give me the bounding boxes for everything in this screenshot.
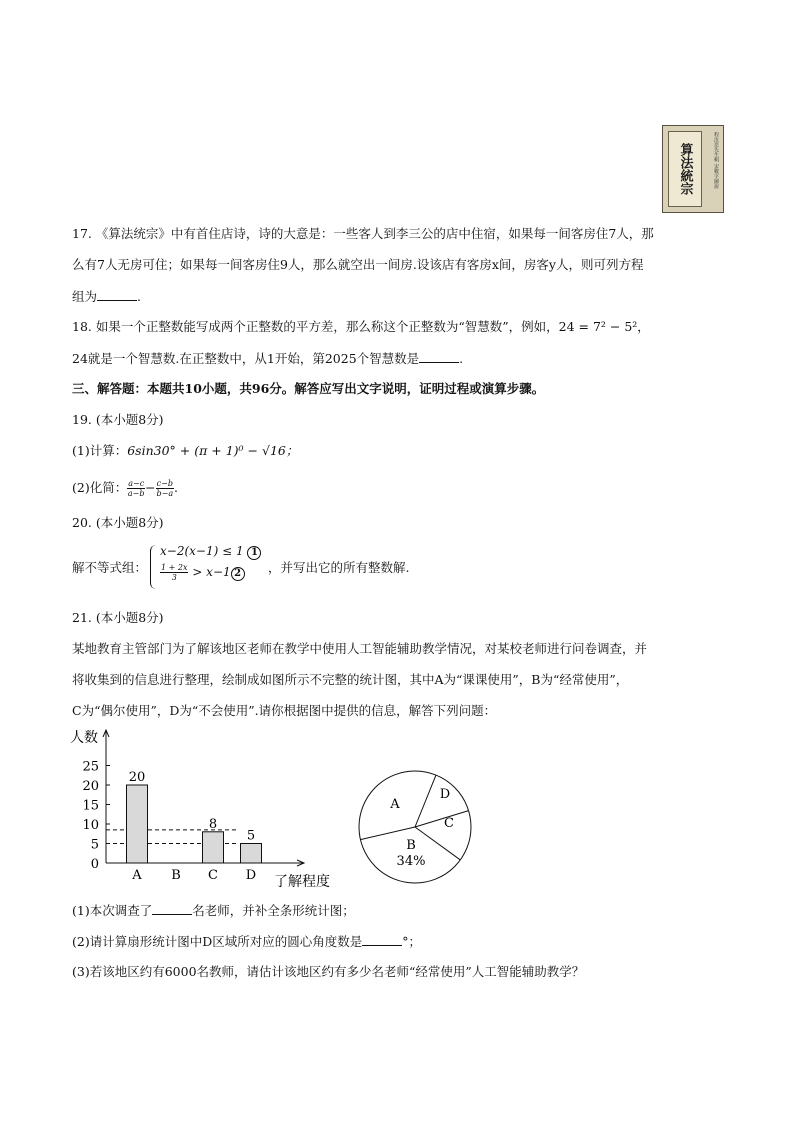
q19-fraction-1: [127, 479, 145, 498]
q17-line3-suffix: .: [137, 289, 141, 304]
q21-line2: 将收集到的信息进行整理，绘制成如图所示不完整的统计图，其中A为“课课使用”，B为“经常使用”，: [72, 672, 629, 687]
q21-line1: 某地教育主管部门为了解该地区老师在教学中使用人工智能辅助教学情况，对某校老师进行问卷调查，并: [72, 641, 648, 656]
q19-part1-prefix: (1)计算：: [72, 443, 128, 458]
q17-line3: [72, 286, 141, 307]
q19-fraction-2: [156, 479, 174, 498]
q19-minus: −: [145, 480, 156, 495]
q17-line3-prefix: 组为: [72, 289, 98, 304]
q21-sub2-prefix: (2)请计算扇形统计图中D区域所对应的圆心角度数是: [72, 934, 363, 949]
q21-sub1-prefix: (1)本次调查了: [72, 903, 153, 918]
q20-prefix: 解不等式组：: [72, 560, 148, 575]
pie-label-B: B: [406, 838, 416, 853]
x-axis-label: 了解程度: [274, 874, 330, 890]
q19-frac1-denominator: a−b: [127, 489, 145, 498]
q20-inequality-2: [160, 563, 245, 582]
q19-part2-prefix: (2)化简：: [72, 480, 128, 495]
q19-part2-end: .: [173, 480, 178, 495]
q17-line1: 17. 《算法统宗》中有首住店诗，诗的大意是：一些客人到李三公的店中住宿，如果每一间客房住7人，那: [72, 226, 654, 241]
q19-frac2-denominator: b−a: [156, 489, 174, 498]
pie-label-C: C: [444, 816, 454, 831]
pie-annotation-B: 34%: [396, 854, 426, 869]
y-tick-label: 20: [82, 779, 99, 794]
q19-header: 19. (本小题8分): [72, 412, 164, 427]
pie-label-D: D: [439, 787, 451, 802]
bar-chart: [66, 725, 346, 895]
q19-part1: [72, 441, 298, 461]
q21-sub2-suffix: °；: [402, 934, 421, 949]
q21-header: 21. (本小题8分): [72, 610, 164, 625]
bar-D: [241, 844, 262, 864]
q21-line3: C为“偶尔使用”，D为“不会使用”.请你根据图中提供的信息，解答下列问题：: [72, 703, 497, 718]
bar-value-label: 20: [128, 770, 146, 785]
x-tick-label: B: [171, 868, 181, 883]
q18-line2-suffix: .: [459, 351, 464, 366]
bar-A: [127, 785, 148, 863]
q20-ineq2-fraction: [160, 563, 188, 582]
q18-line2: [72, 348, 463, 369]
book-cover-side-text: 程汝思先生輯 宋數字圖說: [713, 132, 719, 189]
q20-header: 20. (本小题8分): [72, 515, 164, 530]
q19-part2: [72, 476, 178, 500]
x-tick-label: C: [208, 868, 218, 883]
book-cover-image: [662, 125, 724, 213]
y-tick-label: 15: [82, 798, 99, 814]
inequality-brace: [150, 545, 159, 589]
section3-heading: 三、解答题：本题共10小题，共96分。解答应写出文字说明，证明过程或演算步骤。: [72, 381, 545, 396]
pie-label-A: A: [390, 797, 400, 812]
y-tick-label: 0: [90, 857, 99, 872]
q21-sub1: [72, 900, 355, 921]
q21-sub3: (3)若该地区约有6000名教师，请估计该地区约有多少名老师“经常使用”人工智能辅助教学？: [72, 964, 585, 979]
q20-ineq2-denominator: 3: [171, 573, 177, 582]
q20-ineq1-mark: 1: [247, 546, 261, 560]
q21-sub1-suffix: 名老师，并补全条形统计图；: [192, 903, 355, 918]
y-axis-label: 人数: [70, 730, 98, 746]
bar-C: [203, 832, 224, 863]
q20-ineq1-text: x−2(x−1) ≤ 1: [160, 544, 244, 558]
q20-ineq2-mark: 2: [231, 567, 245, 581]
q21-sub2-blank[interactable]: [362, 931, 402, 946]
y-tick-label: 10: [82, 818, 99, 833]
pie-chart: [352, 765, 482, 890]
bar-value-label: 5: [246, 828, 256, 844]
q18-line1: 18. 如果一个正整数能写成两个正整数的平方差，那么称这个正整数为“智慧数”，例如，24 = 7² − 5²，: [72, 319, 650, 334]
q18-answer-blank[interactable]: [419, 348, 459, 363]
y-tick-label: 25: [82, 759, 99, 775]
book-cover-title: 算法統宗: [668, 131, 702, 207]
q17-answer-blank[interactable]: [97, 286, 137, 301]
q19-frac1-numerator: a−c: [128, 479, 145, 488]
q20-ineq2-numerator: 1 + 2x: [161, 563, 188, 572]
q21-sub2: [72, 931, 421, 952]
x-tick-label: D: [245, 868, 257, 883]
q18-line2-prefix: 24就是一个智慧数.在正整数中，从1开始，第2025个智慧数是: [72, 351, 420, 366]
q21-sub1-blank[interactable]: [152, 900, 192, 915]
q20-ineq2-rest: > x−1: [192, 565, 231, 579]
x-tick-label: A: [132, 868, 142, 883]
q20-inequality-1: [160, 544, 261, 560]
q19-frac2-numerator: c−b: [156, 479, 173, 488]
q19-part1-expression: 6sin30° + (π + 1)⁰ − √16；: [127, 443, 299, 458]
bar-value-label: 8: [208, 816, 218, 832]
q20-suffix: ，并写出它的所有整数解.: [268, 560, 410, 575]
y-tick-label: 5: [90, 837, 99, 853]
q17-line2: 么有7人无房可住；如果每一间客房住9人，那么就空出一间房.设该店有客房x间，房客y人，则可列方程: [72, 257, 644, 272]
